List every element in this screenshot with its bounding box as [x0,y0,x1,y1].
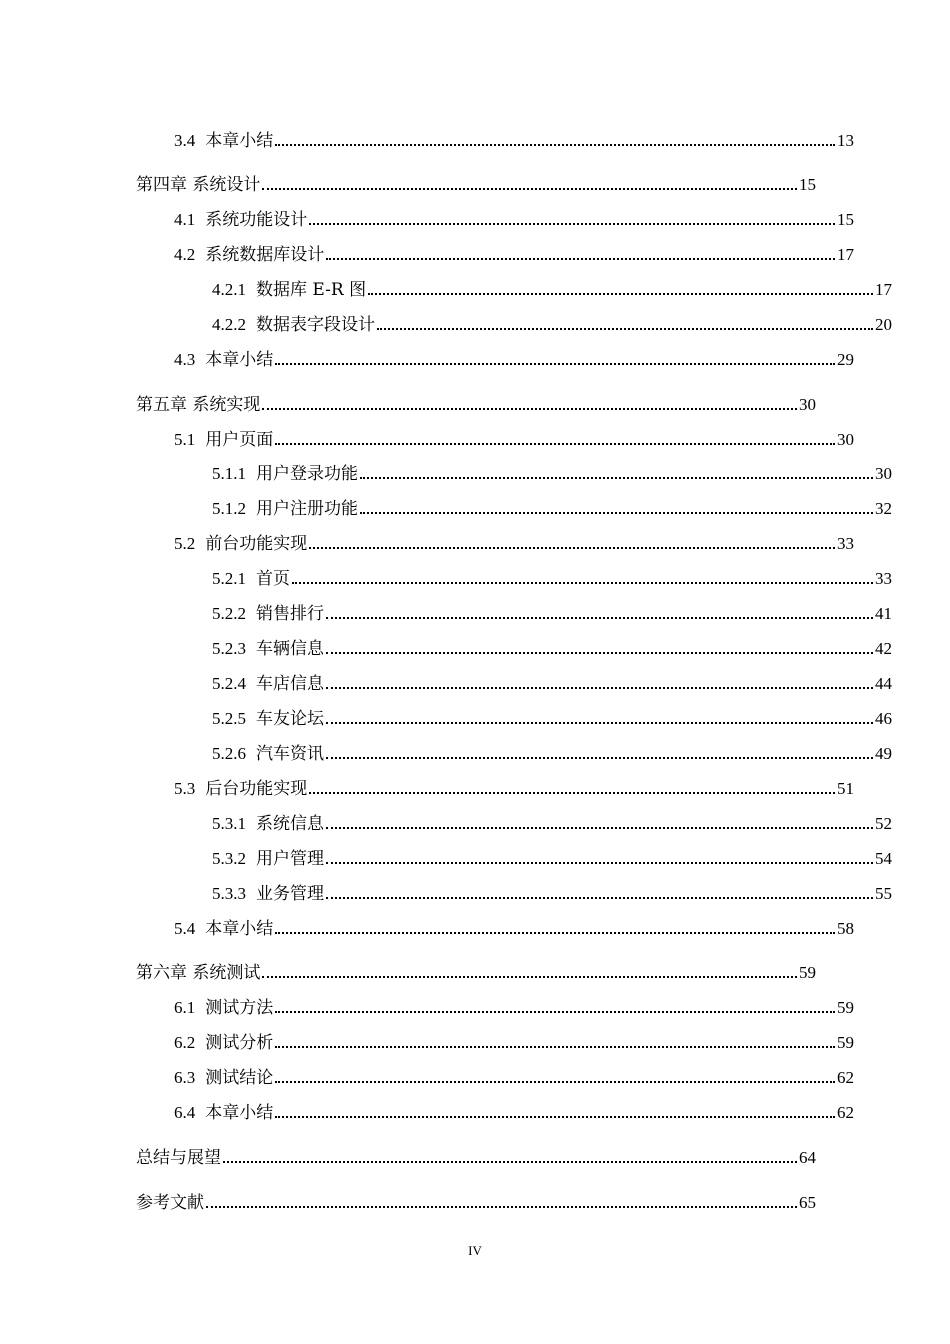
toc-entry-5-3[interactable] [136,775,854,799]
toc-leader [275,1011,835,1013]
toc-entry-chapter-5[interactable] [136,391,816,415]
toc-title: 系统信息 [256,814,324,834]
toc-leader [309,547,835,549]
toc-title: 本章小结 [205,919,274,939]
toc-title: 车友论坛 [256,709,324,729]
toc-page-number: 44 [875,674,892,693]
toc-page-number: 20 [875,315,892,334]
toc-title: 本章小结 [205,350,274,370]
toc-number: 5.2.2 [212,604,246,623]
toc-title: 后台功能实现 [205,779,308,799]
toc-leader [377,328,873,330]
toc-number: 4.2.1 [212,280,246,299]
toc-title: 测试结论 [205,1068,274,1088]
toc-leader [326,897,873,899]
toc-entry-4-2-1[interactable] [136,276,892,300]
toc-entry-6-3[interactable] [136,1064,854,1088]
toc-page-number: 62 [837,1103,854,1122]
toc-number: 6.4 [174,1103,196,1122]
toc-page-number: 64 [799,1148,816,1167]
toc-leader [326,827,873,829]
toc-entry-5-1-2[interactable] [136,495,892,519]
toc-title: 汽车资讯 [256,744,324,764]
toc-page-number: 29 [837,350,854,369]
toc-title: 第六章 系统测试 [136,963,261,983]
toc-leader [206,1206,797,1208]
toc-page-number: 54 [875,849,892,868]
toc-number: 4.1 [174,210,196,229]
toc-leader [326,687,873,689]
toc-leader [309,223,835,225]
toc-leader [275,363,835,365]
toc-page-number: 62 [837,1068,854,1087]
toc-leader [262,188,797,190]
toc-page-number: 58 [837,919,854,938]
toc-number: 6.1 [174,998,196,1017]
toc-leader [326,722,873,724]
toc-entry-4-3[interactable] [136,346,854,370]
toc-entry-5-2-4[interactable] [136,670,892,694]
toc-number: 4.2.2 [212,315,246,334]
toc-number: 5.2.4 [212,674,246,693]
toc-number: 5.3 [174,779,196,798]
toc-number: 5.2.1 [212,569,246,588]
toc-title: 数据表字段设计 [256,315,375,335]
toc-page-number: 52 [875,814,892,833]
toc-leader [262,976,797,978]
toc-title: 第五章 系统实现 [136,395,261,415]
toc-title: 首页 [256,569,290,589]
toc-number: 4.3 [174,350,196,369]
toc-number: 5.1 [174,430,196,449]
toc-leader [275,1046,835,1048]
toc-leader [326,652,873,654]
toc-leader [326,258,835,260]
toc-entry-5-2-6[interactable] [136,740,892,764]
toc-leader [275,1116,835,1118]
toc-page-number: 49 [875,744,892,763]
toc-page-number: 59 [837,1033,854,1052]
toc-number: 6.2 [174,1033,196,1052]
toc-number: 5.3.1 [212,814,246,833]
toc-page-number: 30 [799,395,816,414]
toc-leader [326,617,873,619]
toc-number: 4.2 [174,245,196,264]
toc-title: 车辆信息 [256,639,324,659]
toc-page-number: 33 [837,534,854,553]
toc-title: 前台功能实现 [205,534,308,554]
toc-number: 5.2.5 [212,709,246,728]
toc-entry-5-2-5[interactable] [136,705,892,729]
toc-entry-references[interactable] [136,1189,816,1213]
toc-leader [275,443,835,445]
toc-title: 本章小结 [205,1103,274,1123]
toc-page-number: 59 [799,963,816,982]
toc-entry-4-1[interactable] [136,206,854,230]
toc-number: 6.3 [174,1068,196,1087]
toc-leader [326,757,873,759]
toc-page-number: 55 [875,884,892,903]
toc-leader [360,477,873,479]
toc-entry-5-1[interactable] [136,426,854,450]
toc-title: 销售排行 [256,604,324,624]
toc-leader [275,932,835,934]
toc-entry-4-2[interactable] [136,241,854,265]
toc-page-number: 13 [837,131,854,150]
toc-number: 5.4 [174,919,196,938]
toc-title: 参考文献 [136,1193,204,1213]
toc-entry-chapter-4[interactable] [136,171,816,195]
toc-page-number: 65 [799,1193,816,1212]
toc-title: 本章小结 [205,131,274,151]
toc-leader [292,582,873,584]
toc-entry-summary[interactable] [136,1144,816,1168]
toc-page-number: 33 [875,569,892,588]
toc-title: 用户页面 [205,430,274,450]
toc-leader [309,792,835,794]
toc-title: 总结与展望 [136,1148,221,1168]
toc-page-number: 15 [799,175,816,194]
toc-entry-3-4[interactable] [136,127,854,151]
toc-page-number: 59 [837,998,854,1017]
toc-number: 3.4 [174,131,196,150]
toc-title: 测试方法 [205,998,274,1018]
toc-title: 测试分析 [205,1033,274,1053]
toc-leader [262,408,797,410]
toc-page-number: 41 [875,604,892,623]
toc-entry-5-1-1[interactable] [136,460,892,484]
toc-number: 5.3.2 [212,849,246,868]
toc-number: 5.2.3 [212,639,246,658]
toc-entry-5-2-3[interactable] [136,635,892,659]
toc-number: 5.1.1 [212,464,246,483]
toc-title: 业务管理 [256,884,324,904]
toc-title: 车店信息 [256,674,324,694]
toc-page-number: 17 [837,245,854,264]
toc-number: 5.3.3 [212,884,246,903]
toc-entry-5-2[interactable] [136,530,854,554]
toc-entry-6-1[interactable] [136,994,854,1018]
toc-entry-6-2[interactable] [136,1029,854,1053]
toc-entry-5-3-1[interactable] [136,810,892,834]
toc-number: 5.1.2 [212,499,246,518]
toc-number: 5.2 [174,534,196,553]
toc-entry-5-2-1[interactable] [136,565,892,589]
toc-entry-5-4[interactable] [136,915,854,939]
toc-leader [275,1081,835,1083]
toc-number: 5.2.6 [212,744,246,763]
toc-title: 系统数据库设计 [205,245,325,265]
toc-title: 系统功能设计 [205,210,308,230]
toc-page-number: 46 [875,709,892,728]
toc-page-number: 30 [875,464,892,483]
toc-title: 用户注册功能 [256,499,358,519]
toc-title: 第四章 系统设计 [136,175,261,195]
toc-leader [326,862,873,864]
toc-entry-5-3-3[interactable] [136,880,892,904]
toc-entry-5-2-2[interactable] [136,600,892,624]
toc-leader [275,144,835,146]
toc-entry-4-2-2[interactable] [136,311,892,335]
toc-title: 用户管理 [256,849,324,869]
page-number-footer: IV [468,1243,482,1258]
toc-title: 数据库 E-R 图 [256,280,367,300]
toc-entry-chapter-6[interactable] [136,959,816,983]
toc-leader [223,1161,797,1163]
toc-entry-5-3-2[interactable] [136,845,892,869]
toc-page-number: 17 [875,280,892,299]
toc-title: 用户登录功能 [256,464,358,484]
toc-entry-6-4[interactable] [136,1099,854,1123]
toc-page-number: 32 [875,499,892,518]
toc-leader [360,512,873,514]
toc-leader [368,293,873,295]
toc-page-number: 30 [837,430,854,449]
toc-page-number: 51 [837,779,854,798]
toc-page-number: 42 [875,639,892,658]
toc-page-number: 15 [837,210,854,229]
